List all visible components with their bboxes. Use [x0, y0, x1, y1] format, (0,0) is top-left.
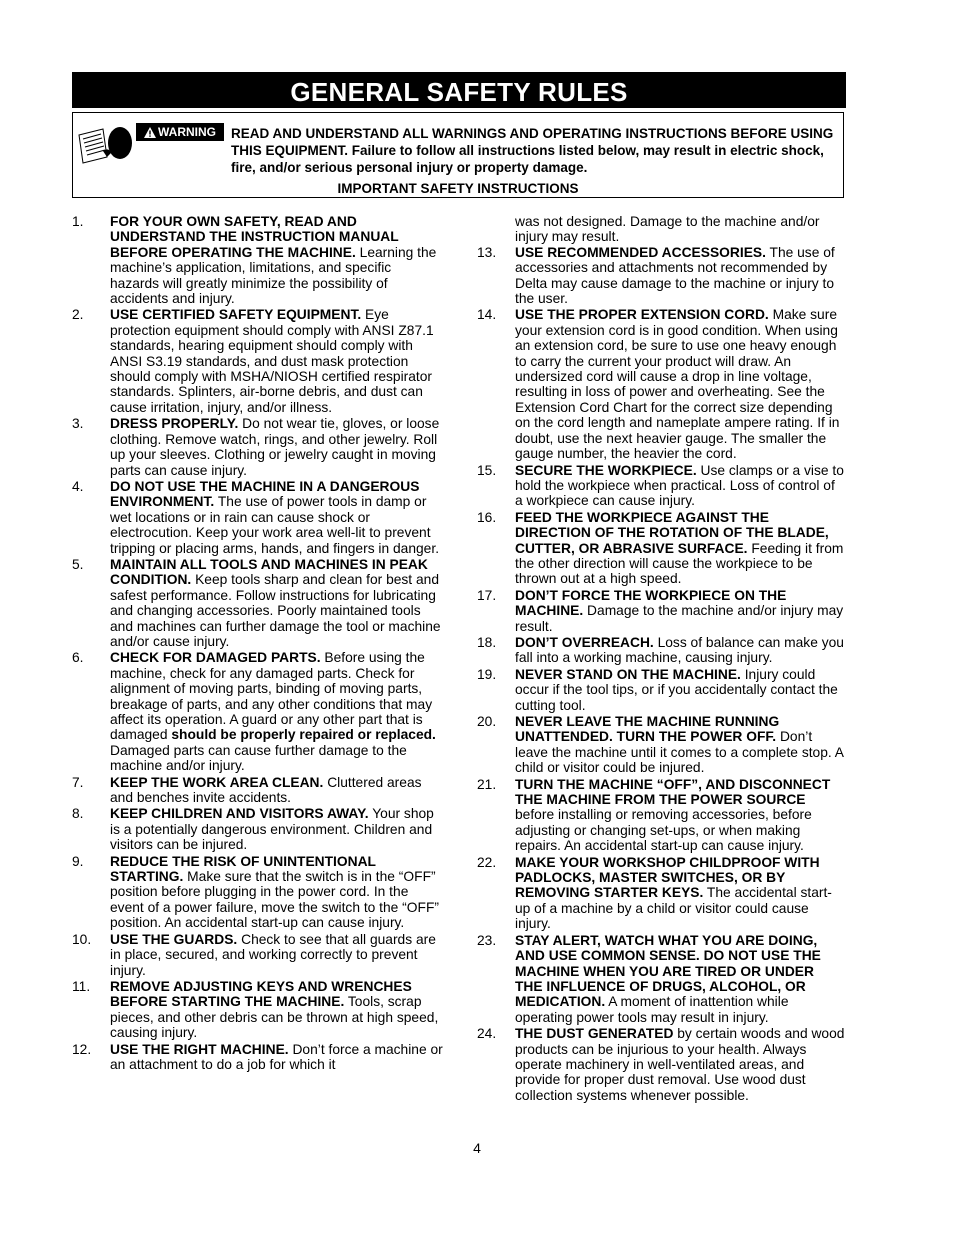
left-column	[72, 214, 444, 1073]
rule-text: Tools, scrap pieces, and other debris can be thrown at high speed, causing injury.	[110, 994, 439, 1041]
rule-heading: KEEP THE WORK AREA CLEAN.	[110, 774, 324, 790]
rule-text: Check to see that all guards are in place, secured, and working correctly to prevent injury.	[110, 931, 436, 978]
rule-item	[72, 416, 444, 478]
rule-text: Make sure that the switch is in the “OFF” position before plugging in the power cord. In the event of a power failure, move the switch to the “OFF” position. An accidental start-up can cause injury.	[110, 869, 439, 931]
rule-text: Don’t force a machine or an attachment to do a job for which it	[110, 1041, 443, 1072]
rule-number: 24.	[477, 1026, 497, 1042]
rule-heading: USE THE GUARDS.	[110, 931, 238, 947]
rule-text: Eye protection equipment should comply with ANSI Z87.1 standards, hearing equipment should comply with ANSI S3.19 standards, and dust mask protection should comply with MSHA/NIOSH certified respirator standards. Splinters, air-borne debris, and dust can cause irritation, injury, and/or illness.	[110, 307, 434, 415]
rule-number: 3.	[72, 416, 84, 432]
rule-item	[72, 307, 444, 415]
rule-number: 17.	[477, 587, 497, 603]
rule-text: The use of accessories and attachments not recommended by Delta may cause damage to the machine or injury to the user.	[515, 244, 835, 307]
rule-number: 8.	[72, 806, 84, 822]
rule-heading: SECURE THE WORKPIECE.	[515, 462, 697, 478]
rule-heading: DRESS PROPERLY.	[110, 416, 239, 432]
rule-number: 2.	[72, 307, 84, 323]
rule-item	[477, 588, 845, 634]
rule-body	[110, 806, 444, 852]
rule-body	[110, 979, 444, 1041]
rule-body	[515, 714, 845, 776]
rule-heading: NEVER STAND ON THE MACHINE.	[515, 666, 741, 682]
rule-number: 21.	[477, 776, 497, 792]
rule-number: 18.	[477, 634, 497, 650]
rule-number: 5.	[72, 556, 84, 572]
rule-body	[515, 667, 845, 713]
rule-item	[72, 1042, 444, 1073]
rule-heading: USE RECOMMENDED ACCESSORIES.	[515, 244, 766, 260]
rule-text: Learning the machine’s application, limitations, and specific hazards will greatly minimize the possibility of accidents and injury.	[110, 244, 437, 307]
rule-heading: DON’T FORCE THE WORKPIECE ON THE MACHINE.	[515, 587, 787, 619]
rule-body	[515, 588, 845, 634]
rule-text: Cluttered areas and benches invite accidents.	[110, 774, 422, 806]
rule-item	[72, 214, 444, 306]
rule-heading: MAKE YOUR WORKSHOP CHILDPROOF WITH PADLOCKS, MASTER SWITCHES, OR BY REMOVING STARTER KEYS.	[515, 854, 820, 901]
rule-text: The accidental start-up of a machine by a child or visitor could cause injury.	[515, 885, 832, 932]
page-title: GENERAL SAFETY RULES	[72, 72, 846, 108]
rule-body	[515, 307, 845, 461]
rule-text: Use clamps or a vise to hold the workpiece when practical. Loss of control of a workpiece can cause injury.	[515, 462, 844, 509]
rule-text: A moment of inattention while operating power tools may result in injury.	[515, 994, 789, 1025]
rule-heading: USE THE PROPER EXTENSION CORD.	[515, 307, 769, 323]
rule-body	[110, 650, 444, 773]
rule-number: 1.	[72, 214, 84, 229]
rule-item	[72, 557, 444, 649]
warning-subtitle: IMPORTANT SAFETY INSTRUCTIONS	[337, 181, 579, 196]
warning-triangle-icon	[144, 127, 156, 138]
rule-heading: REDUCE THE RISK OF UNINTENTIONAL STARTING.	[110, 853, 376, 885]
rule-item	[477, 667, 845, 713]
warning-badge-label: WARNING	[158, 125, 216, 139]
rule-body	[110, 557, 444, 649]
rule-heading: TURN THE MACHINE “OFF”, AND DISCONNECT THE MACHINE FROM THE POWER SOURCE	[515, 776, 831, 808]
rule-item	[72, 775, 444, 806]
rule-heading: FEED THE WORKPIECE AGAINST THE DIRECTION OF THE ROTATION OF THE BLADE, CUTTER, OR ABRASIVE SURFACE.	[515, 509, 829, 556]
rule-body	[110, 775, 444, 806]
rule-number: 4.	[72, 478, 84, 494]
rule-body	[515, 510, 845, 587]
rule-body	[515, 933, 845, 1025]
rule-number: 6.	[72, 650, 84, 666]
rule-number: 16.	[477, 509, 497, 525]
rule-text: Damage to the machine and/or injury may result.	[515, 603, 844, 634]
rule-number: 13.	[477, 244, 497, 260]
manual-reader-icon	[77, 121, 133, 165]
rule-number: 22.	[477, 854, 497, 870]
rule-body	[515, 635, 845, 666]
rule-item	[72, 479, 444, 556]
rule-heading: USE THE RIGHT MACHINE.	[110, 1041, 289, 1057]
warning-badge	[136, 123, 224, 141]
rule-item	[477, 245, 845, 307]
rule-body	[110, 1042, 444, 1073]
rule-item	[477, 777, 845, 854]
rule-heading: MAINTAIN ALL TOOLS AND MACHINES IN PEAK CONDITION.	[110, 556, 428, 588]
rule-text: Before using the machine, check for any damaged parts. Check for alignment of moving parts, binding of moving parts, breakage of parts, and any other conditions that may affect its operation. A guard or any other part that is damaged	[110, 650, 433, 743]
rule-item	[477, 1026, 845, 1103]
rule-item	[477, 855, 845, 932]
rule-text: Do not wear tie, gloves, or loose clothing. Remove watch, rings, and other jewelry. Roll up your sleeves. Clothing or jewelry caught in moving parts can cause injury.	[110, 416, 440, 478]
rule-heading: DON’T OVERREACH.	[515, 634, 654, 650]
rule-heading: REMOVE ADJUSTING KEYS AND WRENCHES BEFORE STARTING THE MACHINE.	[110, 978, 412, 1010]
rule-number: 14.	[477, 307, 497, 323]
rule-body	[515, 245, 845, 307]
rule-item	[72, 854, 444, 931]
warning-box	[72, 112, 844, 198]
rule-text: by certain woods and wood products can be injurious to your health. Always operate machinery in well-ventilated areas, and provide for proper dust removal. Use wood dust collection systems whenever possible.	[515, 1026, 845, 1103]
rule-body	[515, 777, 845, 854]
rule-body	[110, 307, 444, 415]
rule-body	[515, 855, 845, 932]
rule-number: 15.	[477, 462, 497, 478]
rule-text: Keep tools sharp and clean for best and safest performance. Follow instructions for lubricating and changing accessories. Poorly maintained tools and machines can further damage the tool or machine and/or cause injury.	[110, 572, 441, 649]
rule-text: Make sure your extension cord is in good condition. When using an extension cord, be sure to use one heavy enough to carry the current your product will draw. An undersized cord will cause a drop in line voltage, resulting in loss of power and overheating. See the Extension Cord Chart for the correct size depending on the cord length and nameplate ampere rating. If in doubt, use the next heavier gauge. The smaller the gauge number, the heavier the cord.	[515, 307, 840, 462]
rule-heading: STAY ALERT, WATCH WHAT YOU ARE DOING, AND USE COMMON SENSE. DO NOT USE THE MACHINE WHEN YOU ARE TIRED OR UNDER THE INFLUENCE OF DRUGS, ALCOHOL, OR MEDICATION.	[515, 932, 821, 1010]
rule-heading: THE DUST GENERATED	[515, 1026, 674, 1042]
page-number: 4	[473, 1140, 481, 1156]
rule-heading: FOR YOUR OWN SAFETY, READ AND UNDERSTAND THE INSTRUCTION MANUAL BEFORE OPERATING THE MACHINE.	[110, 214, 399, 260]
rule-heading: NEVER LEAVE THE MACHINE RUNNING UNATTENDED. TURN THE POWER OFF.	[515, 714, 780, 745]
rule-item	[477, 307, 845, 461]
rule-text: Loss of balance can make you fall into a working machine, causing injury.	[515, 634, 844, 666]
rule-number: 23.	[477, 932, 497, 948]
rule-text: Injury could occur if the tool tips, or if you accidentally contact the cutting tool.	[515, 666, 838, 713]
rule-number: 9.	[72, 853, 84, 869]
rule-heading: should be properly repaired or replaced.	[171, 727, 436, 743]
rule-number: 7.	[72, 774, 84, 790]
continuation-text: was not designed. Damage to the machine and/or injury may result.	[515, 214, 820, 245]
rule-heading: USE CERTIFIED SAFETY EQUIPMENT.	[110, 307, 362, 323]
rule-item	[477, 714, 845, 776]
rule-heading: DO NOT USE THE MACHINE IN A DANGEROUS ENVIRONMENT.	[110, 478, 420, 510]
rule-heading: KEEP CHILDREN AND VISITORS AWAY.	[110, 806, 369, 822]
rule-body	[110, 932, 444, 978]
rule-body	[110, 416, 444, 478]
rule-item	[72, 979, 444, 1041]
rule-text: The use of power tools in damp or wet locations or in rain can cause shock or electrocution. Keep your work area well-lit to prevent tripping or placing arms, hands, and fingers in danger.	[110, 494, 440, 556]
rule-body	[110, 854, 444, 931]
rule-body	[515, 1026, 845, 1103]
rule-item	[72, 650, 444, 773]
rule-body	[515, 463, 845, 509]
rule-item	[477, 933, 845, 1025]
rule-item	[72, 932, 444, 978]
rule-item	[477, 463, 845, 509]
rule-text: Don’t leave the machine until it comes to a complete stop. A child or visitor could be injured.	[515, 729, 844, 776]
rule-item	[477, 635, 845, 666]
rule-text: before installing or removing accessories, before adjusting or changing set-ups, or when making repairs. An accidental start-up can cause injury.	[515, 807, 812, 854]
right-column	[477, 214, 845, 1104]
rule-heading: CHECK FOR DAMAGED PARTS.	[110, 650, 321, 666]
warning-text: READ AND UNDERSTAND ALL WARNINGS AND OPERATING INSTRUCTIONS BEFORE USING THIS EQUIPMENT. Failure to follow all instructions listed below, may result in electric shock, fire, and/or serious personal injury or property damage.	[231, 126, 834, 175]
rule-number: 20.	[477, 714, 497, 729]
rule-text: Feeding it from the other direction will cause the workpiece to be thrown out at a high speed.	[515, 540, 844, 587]
rule-text: Your shop is a potentially dangerous environment. Children and visitors can be injured.	[110, 806, 434, 853]
rule-number: 11.	[72, 978, 91, 994]
rule-body	[110, 479, 444, 556]
rule-item	[477, 510, 845, 587]
rule-number: 10.	[72, 931, 92, 947]
rule-body	[110, 214, 444, 306]
rule-number: 19.	[477, 666, 497, 682]
rule-text: Damaged parts can cause further damage to the machine and/or injury.	[110, 742, 407, 774]
rule-number: 12.	[72, 1041, 92, 1057]
rule-item	[72, 806, 444, 852]
